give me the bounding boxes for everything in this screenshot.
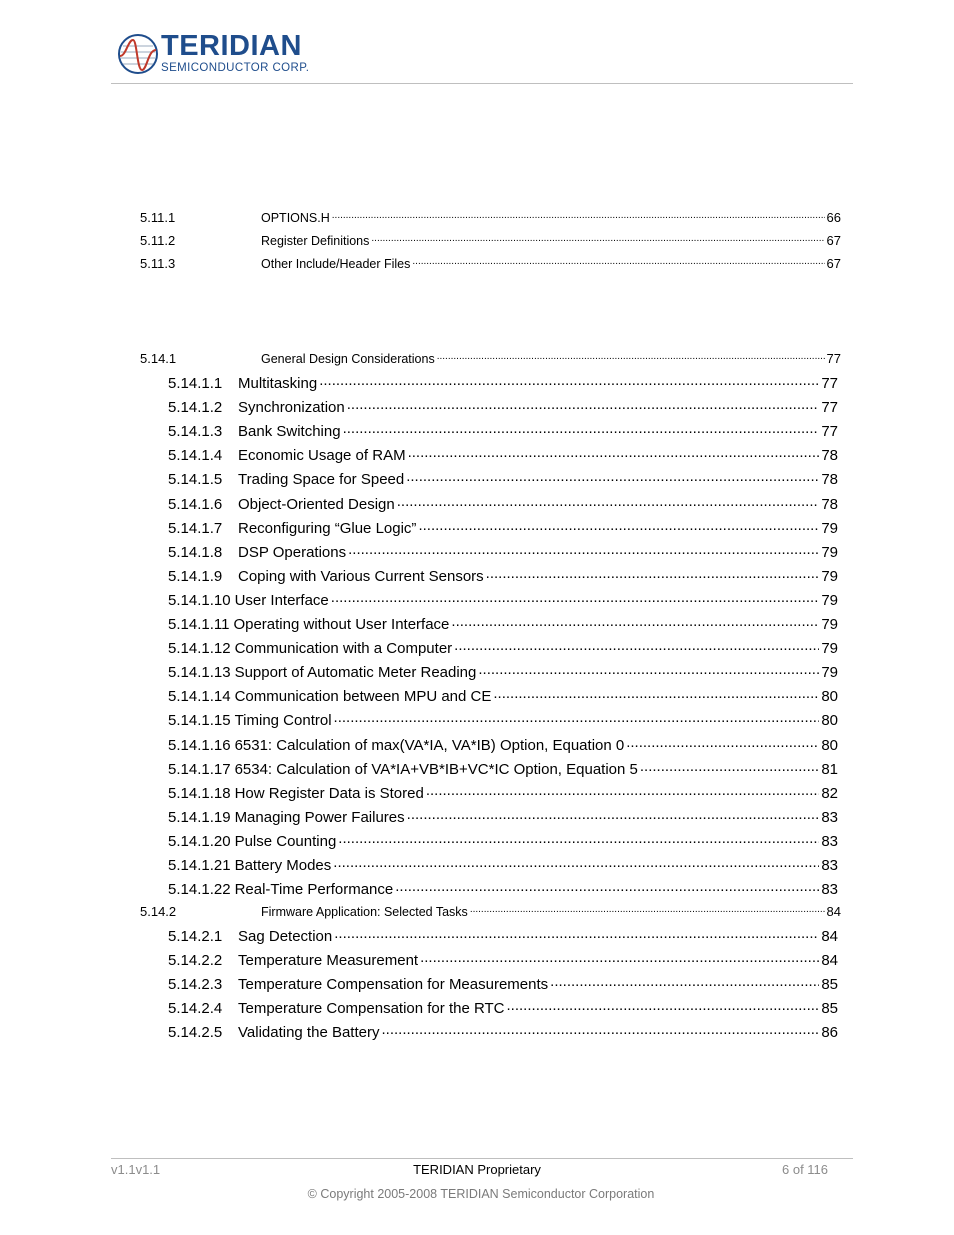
toc-entry[interactable]: [168, 590, 838, 609]
toc-entry-page: 78: [821, 447, 838, 465]
toc-entry-title: Economic Usage of RAM: [238, 447, 406, 465]
toc-entry-number: 5.14.1.4: [168, 447, 223, 465]
toc-entry-title: Multitasking: [238, 375, 318, 392]
toc-entry-number: 5.14.1.11: [168, 616, 230, 633]
toc-leader-dots: [407, 807, 820, 822]
toc-leader-dots: [397, 494, 820, 509]
toc-entry-page: 66: [826, 210, 841, 225]
toc-leader-dots: [332, 209, 825, 222]
toc-entry-title: Battery Modes: [234, 857, 332, 874]
toc-leader-dots: [333, 855, 819, 870]
toc-entry-number: 5.14.2.5: [168, 1024, 223, 1042]
toc-entry-title: Communication between MPU and CE: [234, 688, 492, 706]
toc-entry-page: 84: [821, 928, 838, 945]
toc-entry-number: 5.14.1.15: [168, 712, 231, 730]
toc-entry-title: Communication with a Computer: [234, 640, 453, 658]
toc-entry-page: 84: [826, 904, 841, 919]
toc-entry[interactable]: [140, 209, 841, 225]
toc-entry[interactable]: [168, 373, 838, 392]
toc-entry-number: 5.14.1.13: [168, 664, 231, 682]
toc-entry-number: 5.14.1.12: [168, 640, 231, 658]
toc-entry[interactable]: [168, 397, 838, 416]
toc-entry-number: 5.14.2.4: [168, 1000, 223, 1018]
toc-entry-number: 5.14.1.10: [168, 591, 231, 609]
toc-entry-number: 5.14.1.1: [168, 375, 223, 392]
toc-entry-page: 77: [826, 351, 841, 366]
toc-entry-page: 80: [821, 736, 838, 754]
toc-leader-dots: [371, 232, 824, 245]
footer-page-number: 6 of 116: [782, 1162, 829, 1177]
toc-leader-dots: [331, 590, 820, 605]
toc-entry-page: 77: [821, 375, 838, 392]
toc-leader-dots: [478, 662, 819, 677]
footer-proprietary: TERIDIAN Proprietary: [413, 1162, 541, 1177]
toc-entry[interactable]: [140, 903, 841, 919]
toc-entry[interactable]: [168, 662, 838, 681]
toc-entry-title: 6534: Calculation of VA*IA+VB*IB+VC*IC Option, Equation 5: [234, 760, 638, 778]
toc-entry-number: 5.14.2.1: [168, 928, 223, 945]
toc-entry[interactable]: [168, 542, 838, 561]
toc-entry-title: Object-Oriented Design: [238, 495, 395, 513]
toc-entry-title: Pulse Counting: [234, 832, 337, 850]
toc-entry-number: 5.11.2: [140, 233, 176, 248]
toc-entry-page: 79: [821, 616, 838, 633]
toc-entry-number: 5.14.1.9: [168, 567, 223, 585]
toc-entry-number: 5.14.1: [140, 351, 177, 366]
toc-entry[interactable]: [168, 855, 838, 874]
toc-leader-dots: [395, 879, 819, 894]
toc-leader-dots: [348, 542, 819, 557]
toc-entry[interactable]: [168, 1022, 838, 1041]
toc-entry-number: 5.14.1.5: [168, 471, 223, 489]
toc-entry-page: 78: [821, 471, 838, 489]
toc-entry-page: 85: [821, 976, 838, 994]
toc-leader-dots: [343, 421, 820, 436]
toc-entry[interactable]: [168, 469, 838, 488]
toc-entry-page: 83: [821, 881, 838, 899]
toc-entry-page: 77: [821, 423, 838, 441]
toc-entry-title: DSP Operations: [238, 543, 347, 561]
toc-entry-title: Bank Switching: [238, 423, 341, 441]
toc-leader-dots: [334, 710, 820, 725]
toc-entry-page: 82: [821, 784, 838, 802]
toc-entry[interactable]: [168, 566, 838, 585]
toc-entry[interactable]: [168, 926, 838, 945]
toc-entry-page: 83: [821, 857, 838, 874]
toc-entry-title: Register Definitions: [261, 234, 370, 248]
toc-entry-page: 67: [826, 256, 841, 271]
toc-entry-page: 80: [821, 712, 838, 730]
toc-leader-dots: [640, 759, 819, 774]
logo-emblem-icon: [117, 32, 159, 76]
toc-entry-page: 79: [821, 664, 838, 682]
toc-entry[interactable]: [168, 807, 838, 826]
toc-entry-title: Real-Time Performance: [234, 881, 394, 899]
toc-entry-title: How Register Data is Stored: [234, 784, 424, 802]
toc-entry-title: Support of Automatic Meter Reading: [234, 664, 477, 682]
toc-leader-dots: [420, 950, 819, 965]
toc-entry-number: 5.14.1.20: [168, 832, 231, 850]
toc-entry-title: Operating without User Interface: [233, 616, 450, 633]
toc-entry-page: 78: [821, 495, 838, 513]
toc-entry-page: 85: [821, 1000, 838, 1018]
toc-leader-dots: [486, 566, 820, 581]
toc-entry[interactable]: [140, 232, 841, 248]
toc-entry-title: Trading Space for Speed: [238, 471, 405, 489]
toc-leader-dots: [626, 735, 819, 750]
toc-leader-dots: [412, 255, 824, 268]
toc-entry-page: 83: [821, 808, 838, 826]
toc-entry[interactable]: [140, 255, 841, 271]
toc-entry[interactable]: [168, 831, 838, 850]
toc-entry-number: 5.14.1.16: [168, 736, 231, 754]
footer-version: v1.1v1.1: [111, 1162, 161, 1177]
toc-entry-page: 81: [821, 760, 838, 778]
toc-entry-page: 67: [826, 233, 841, 248]
toc-entry[interactable]: [168, 974, 838, 993]
toc-entry-title: User Interface: [234, 591, 329, 609]
toc-entry-title: Managing Power Failures: [234, 808, 405, 826]
toc-entry-page: 79: [821, 519, 838, 537]
toc-entry-page: 84: [821, 952, 838, 970]
toc-entry-title: Validating the Battery: [238, 1024, 380, 1042]
logo-wordmark: TERIDIAN: [161, 30, 302, 62]
toc-entry-title: Firmware Application: Selected Tasks: [261, 905, 468, 919]
toc-entry-number: 5.14.1.2: [168, 399, 223, 417]
toc-entry-number: 5.14.1.18: [168, 784, 231, 802]
toc-leader-dots: [347, 397, 820, 412]
toc-entry-title: Sag Detection: [238, 928, 333, 945]
toc-entry-number: 5.11.1: [140, 210, 176, 225]
logo-subtitle: SEMICONDUCTOR CORP.: [161, 62, 310, 74]
toc-entry-title: General Design Considerations: [261, 352, 435, 366]
toc-entry[interactable]: [140, 350, 841, 366]
toc-leader-dots: [406, 469, 819, 484]
toc-entry-number: 5.14.1.22: [168, 881, 231, 899]
toc-entry-number: 5.14.2.2: [168, 952, 223, 970]
toc-leader-dots: [451, 614, 819, 629]
toc-entry-title: OPTIONS.H: [261, 211, 330, 225]
toc-entry[interactable]: [168, 614, 838, 633]
toc-entry-title: Temperature Compensation for Measurements: [238, 976, 549, 994]
toc-entry-number: 5.14.1.7: [168, 519, 223, 537]
header-divider: [111, 83, 853, 84]
toc-entry[interactable]: [168, 638, 838, 657]
teridian-logo: [117, 32, 322, 78]
toc-entry-title: Reconfiguring “Glue Logic”: [238, 519, 417, 537]
toc-entry[interactable]: [168, 710, 838, 729]
toc-entry[interactable]: [168, 879, 838, 898]
toc-entry[interactable]: [168, 494, 838, 513]
toc-entry[interactable]: [168, 950, 838, 969]
toc-leader-dots: [454, 638, 819, 653]
toc-entry-title: 6531: Calculation of max(VA*IA, VA*IB) Option, Equation 0: [234, 736, 625, 754]
toc-entry-page: 80: [821, 688, 838, 706]
toc-entry-title: Synchronization: [238, 399, 345, 417]
toc-entry[interactable]: [168, 783, 838, 802]
toc-entry-page: 79: [821, 591, 838, 609]
toc-entry-title: Other Include/Header Files: [261, 257, 411, 271]
toc-leader-dots: [550, 974, 819, 989]
toc-entry-page: 77: [821, 399, 838, 417]
toc-entry-page: 86: [821, 1024, 838, 1042]
toc-entry[interactable]: [168, 445, 838, 464]
toc-leader-dots: [470, 903, 825, 916]
footer-divider: [111, 1158, 853, 1159]
toc-entry-number: 5.11.3: [140, 256, 176, 271]
toc-entry[interactable]: [168, 686, 838, 705]
toc-leader-dots: [493, 686, 819, 701]
toc-entry[interactable]: [168, 735, 838, 754]
toc-entry-page: 79: [821, 640, 838, 658]
toc-entry-number: 5.14.1.21: [168, 857, 231, 874]
toc-entry[interactable]: [168, 998, 838, 1017]
toc-entry-title: Temperature Compensation for the RTC: [238, 1000, 505, 1018]
toc-leader-dots: [408, 445, 820, 460]
toc-entry-title: Temperature Measurement: [238, 952, 419, 970]
toc-entry-title: Coping with Various Current Sensors: [238, 567, 484, 585]
toc-leader-dots: [381, 1022, 819, 1037]
toc-leader-dots: [418, 518, 819, 533]
toc-entry[interactable]: [168, 759, 838, 778]
toc-entry[interactable]: [168, 518, 838, 537]
toc-leader-dots: [507, 998, 820, 1013]
toc-entry-page: 79: [821, 567, 838, 585]
toc-entry-number: 5.14.1.19: [168, 808, 231, 826]
toc-entry-title: Timing Control: [234, 712, 332, 730]
toc-entry-number: 5.14.1.17: [168, 760, 231, 778]
toc-entry-page: 79: [821, 543, 838, 561]
toc-entry-number: 5.14.2.3: [168, 976, 223, 994]
toc-leader-dots: [437, 350, 825, 363]
toc-entry-number: 5.14.1.8: [168, 543, 223, 561]
toc-entry[interactable]: [168, 421, 838, 440]
toc-entry-number: 5.14.1.14: [168, 688, 231, 706]
toc-entry-number: 5.14.1.3: [168, 423, 223, 441]
toc-leader-dots: [338, 831, 819, 846]
toc-entry-number: 5.14.1.6: [168, 495, 223, 513]
toc-leader-dots: [426, 783, 820, 798]
toc-leader-dots: [319, 373, 819, 388]
toc-leader-dots: [334, 926, 819, 941]
footer-copyright: © Copyright 2005-2008 TERIDIAN Semiconductor Corporation: [307, 1187, 655, 1201]
toc-entry-number: 5.14.2: [140, 904, 177, 919]
toc-entry-page: 83: [821, 832, 838, 850]
